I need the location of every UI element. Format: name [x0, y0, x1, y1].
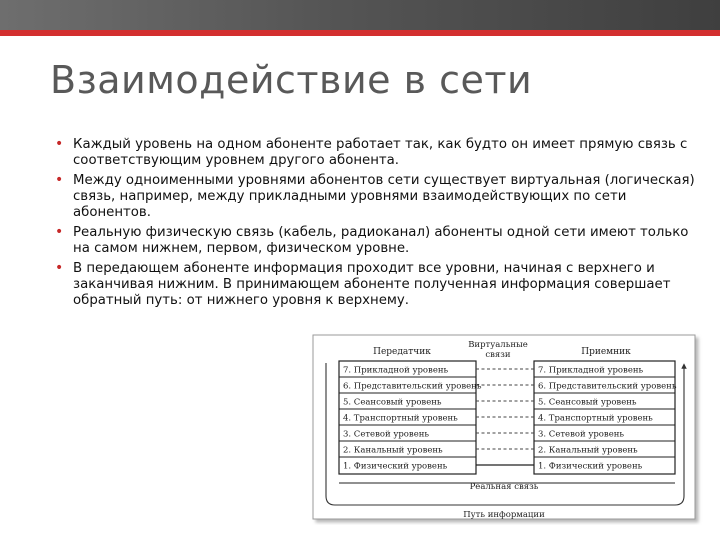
virtual-header-line2: связи	[485, 350, 511, 360]
bullet-list	[55, 137, 705, 313]
receiver-layer-3: 3. Сетевой уровень	[538, 429, 625, 440]
sender-layer-2: 2. Канальный уровень	[343, 445, 443, 456]
virtual-header-line1: Виртуальные	[468, 340, 528, 350]
sender-layer-7: 7. Прикладной уровень	[343, 365, 449, 376]
receiver-layer-6: 6. Представительский уровень	[538, 381, 677, 392]
bullet-text: Каждый уровень на одном абоненте работает так, как будто он имеет прямую связь с соответствующим уровнем другого абонента.	[73, 137, 688, 168]
bullet-item	[55, 261, 705, 309]
accent-stripe	[0, 30, 720, 36]
bullet-text: Между одноименными уровнями абонентов сети существует виртуальная (логическая) связь, например, между прикладными уровнями взаимодействующих по сети абонентов.	[73, 173, 695, 220]
sender-layer-5: 5. Сеансовый уровень	[343, 397, 442, 408]
bullet-item	[55, 225, 705, 257]
bullet-item	[55, 137, 705, 169]
info-path-label: Путь информации	[463, 510, 545, 520]
bullet-text: В передающем абоненте информация проходит все уровни, начиная с верхнего и заканчивая нижним. В принимающем абоненте полученная информация совершает обратный путь: от нижнего уровня к верхнему.	[73, 261, 671, 308]
sender-header: Передатчик	[373, 347, 431, 357]
bullet-icon: •	[55, 260, 64, 276]
receiver-layer-4: 4. Транспортный уровень	[538, 413, 653, 424]
top-banner	[0, 0, 720, 30]
osi-diagram	[311, 333, 703, 525]
sender-layer-3: 3. Сетевой уровень	[343, 429, 430, 440]
bullet-text: Реальную физическую связь (кабель, радиоканал) абоненты одной сети имеют только на самом нижнем, первом, физическом уровне.	[73, 225, 689, 256]
receiver-layer-5: 5. Сеансовый уровень	[538, 397, 637, 408]
sender-stack	[339, 361, 482, 474]
receiver-layer-7: 7. Прикладной уровень	[538, 365, 644, 376]
bullet-icon: •	[55, 224, 64, 240]
bullet-icon: •	[55, 136, 64, 152]
sender-layer-4: 4. Транспортный уровень	[343, 413, 458, 424]
sender-layer-1: 1. Физический уровень	[343, 461, 448, 472]
bullet-item	[55, 173, 705, 221]
receiver-header: Приемник	[581, 347, 631, 357]
receiver-stack	[534, 361, 677, 474]
receiver-layer-1: 1. Физический уровень	[538, 461, 643, 472]
sender-layer-6: 6. Представительский уровень	[343, 381, 482, 392]
slide-title: Взаимодействие в сети	[50, 58, 533, 102]
receiver-layer-2: 2. Канальный уровень	[538, 445, 638, 456]
real-link-label: Реальная связь	[469, 482, 539, 492]
bullet-icon: •	[55, 172, 64, 188]
